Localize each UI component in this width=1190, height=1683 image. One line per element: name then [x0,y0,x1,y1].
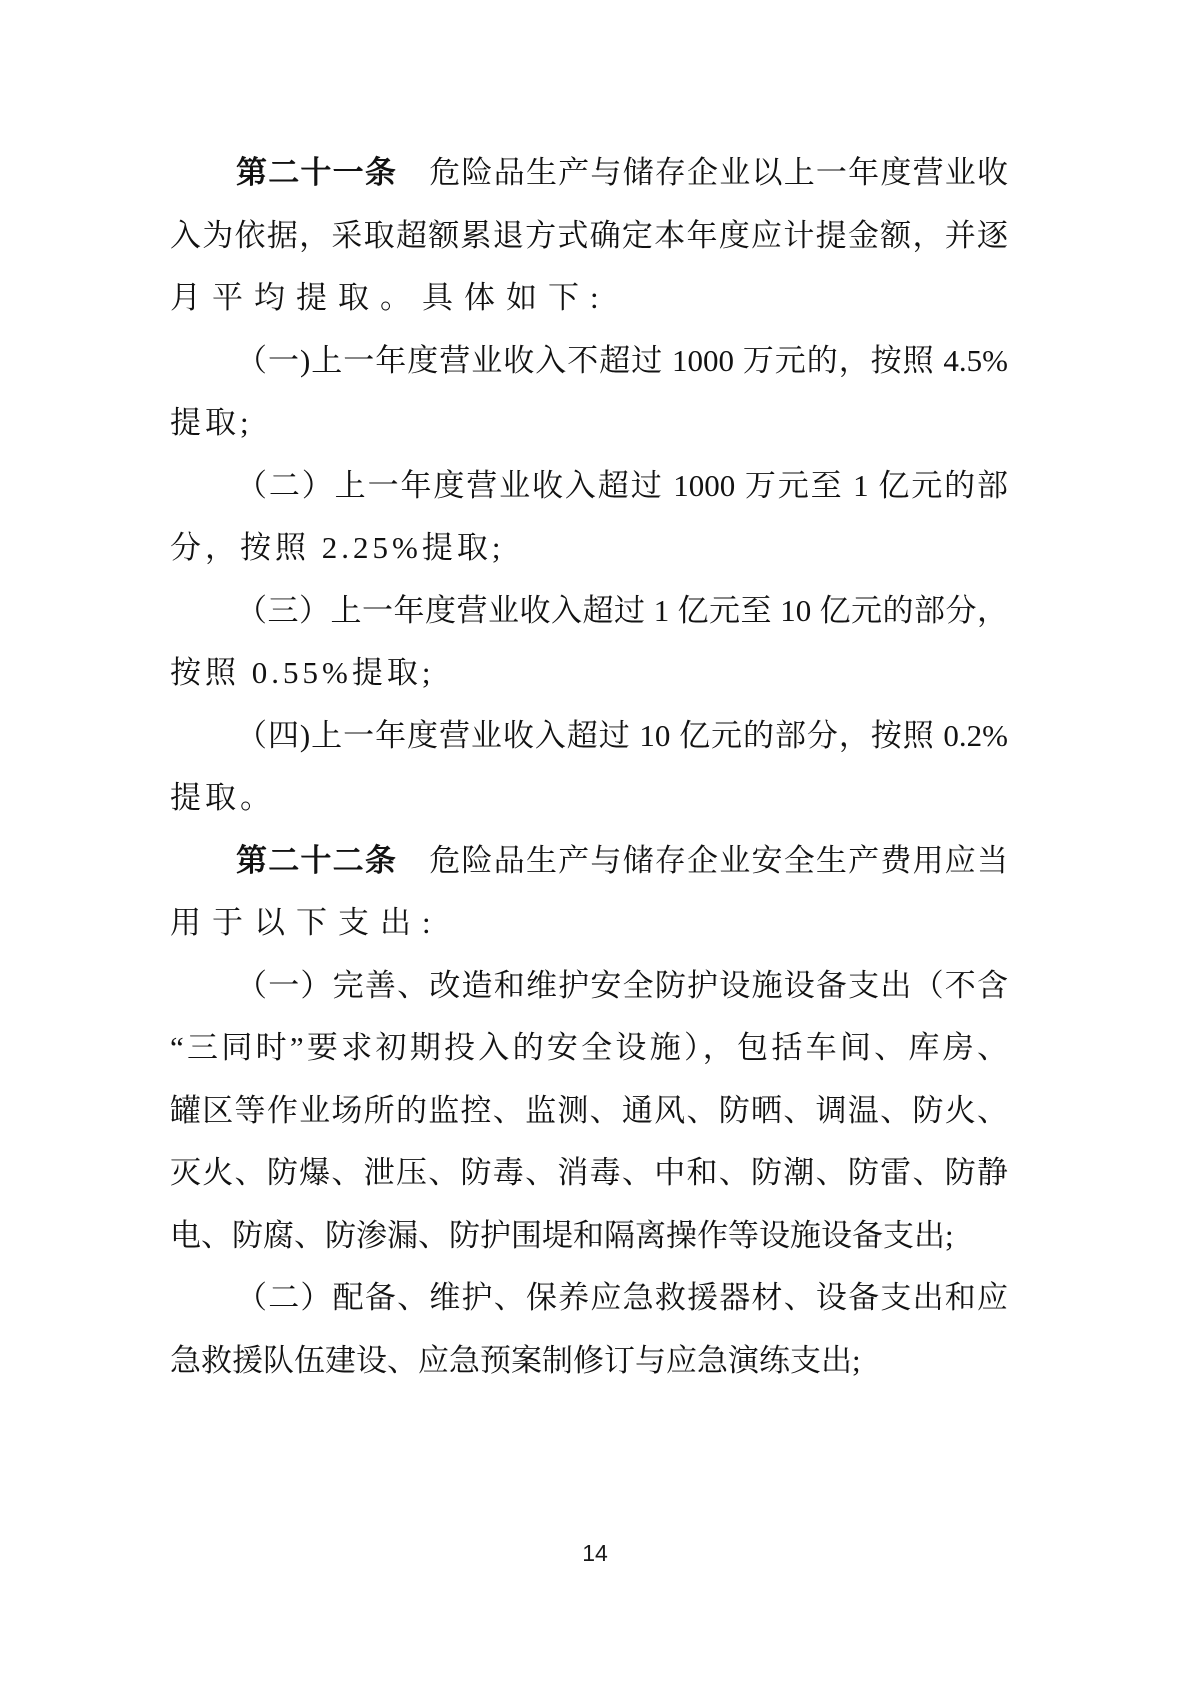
text-line [170,1205,1008,1268]
article-number: 第二十二条 [236,842,398,878]
text-run: 按照 0.55%提取; [170,655,435,690]
text-line [170,392,1008,455]
text-run: （四)上一年度营业收入超过 10 亿元的部分，按照 0.2% [236,717,1008,753]
text-line [170,955,1008,1018]
text-run: 入为依据，采取超额累退方式确定本年度应计提金额，并逐 [170,217,1008,253]
text-run: 急救援队伍建设、应急预案制修订与应急演练支出; [170,1342,861,1378]
text-run: 月平均提取。具体如下: [170,280,610,315]
text-line [170,830,1008,893]
text-line [170,142,1008,205]
text-run: 危险品生产与储存企业安全生产费用应当 [397,842,1008,878]
text-line [170,330,1008,393]
document-body [170,142,1008,1392]
text-run: “三同时”要求初期投入的安全设施），包括车间、库房、 [170,1030,1008,1065]
text-line [170,892,1008,955]
text-line [170,1142,1008,1205]
text-run: 用于以下支出: [170,905,442,940]
text-run: （二）配备、维护、保养应急救援器材、设备支出和应 [236,1280,1008,1315]
text-line [170,205,1008,268]
text-run: （一）完善、改造和维护安全防护设施设备支出（不含 [236,967,1008,1003]
text-line [170,642,1008,705]
text-line [170,767,1008,830]
text-line [170,1080,1008,1143]
text-line [170,580,1008,643]
text-run: 灭火、防爆、泄压、防毒、消毒、中和、防潮、防雷、防静 [170,1155,1008,1190]
article-number: 第二十一条 [236,155,398,190]
text-run: （三）上一年度营业收入超过 1 亿元至 10 亿元的部分， [236,592,1008,628]
text-line [170,1267,1008,1330]
text-run: （二）上一年度营业收入超过 1000 万元至 1 亿元的部 [236,467,1008,503]
text-run: 罐区等作业场所的监控、监测、通风、防晒、调温、防火、 [170,1092,1008,1128]
page-number: 14 [582,1540,608,1566]
text-line [170,455,1008,518]
text-run: （一)上一年度营业收入不超过 1000 万元的，按照 4.5% [236,342,1008,378]
text-run: 提取; [170,405,253,440]
text-run: 危险品生产与储存企业以上一年度营业收 [397,155,1008,190]
text-run: 分，按照 2.25%提取; [170,530,505,565]
text-line [170,705,1008,768]
text-line [170,267,1008,330]
text-line [170,1330,1008,1393]
text-line [170,517,1008,580]
text-line [170,1017,1008,1080]
text-run: 提取。 [170,780,275,815]
text-run: 电、防腐、防渗漏、防护围堤和隔离操作等设施设备支出; [170,1217,954,1253]
